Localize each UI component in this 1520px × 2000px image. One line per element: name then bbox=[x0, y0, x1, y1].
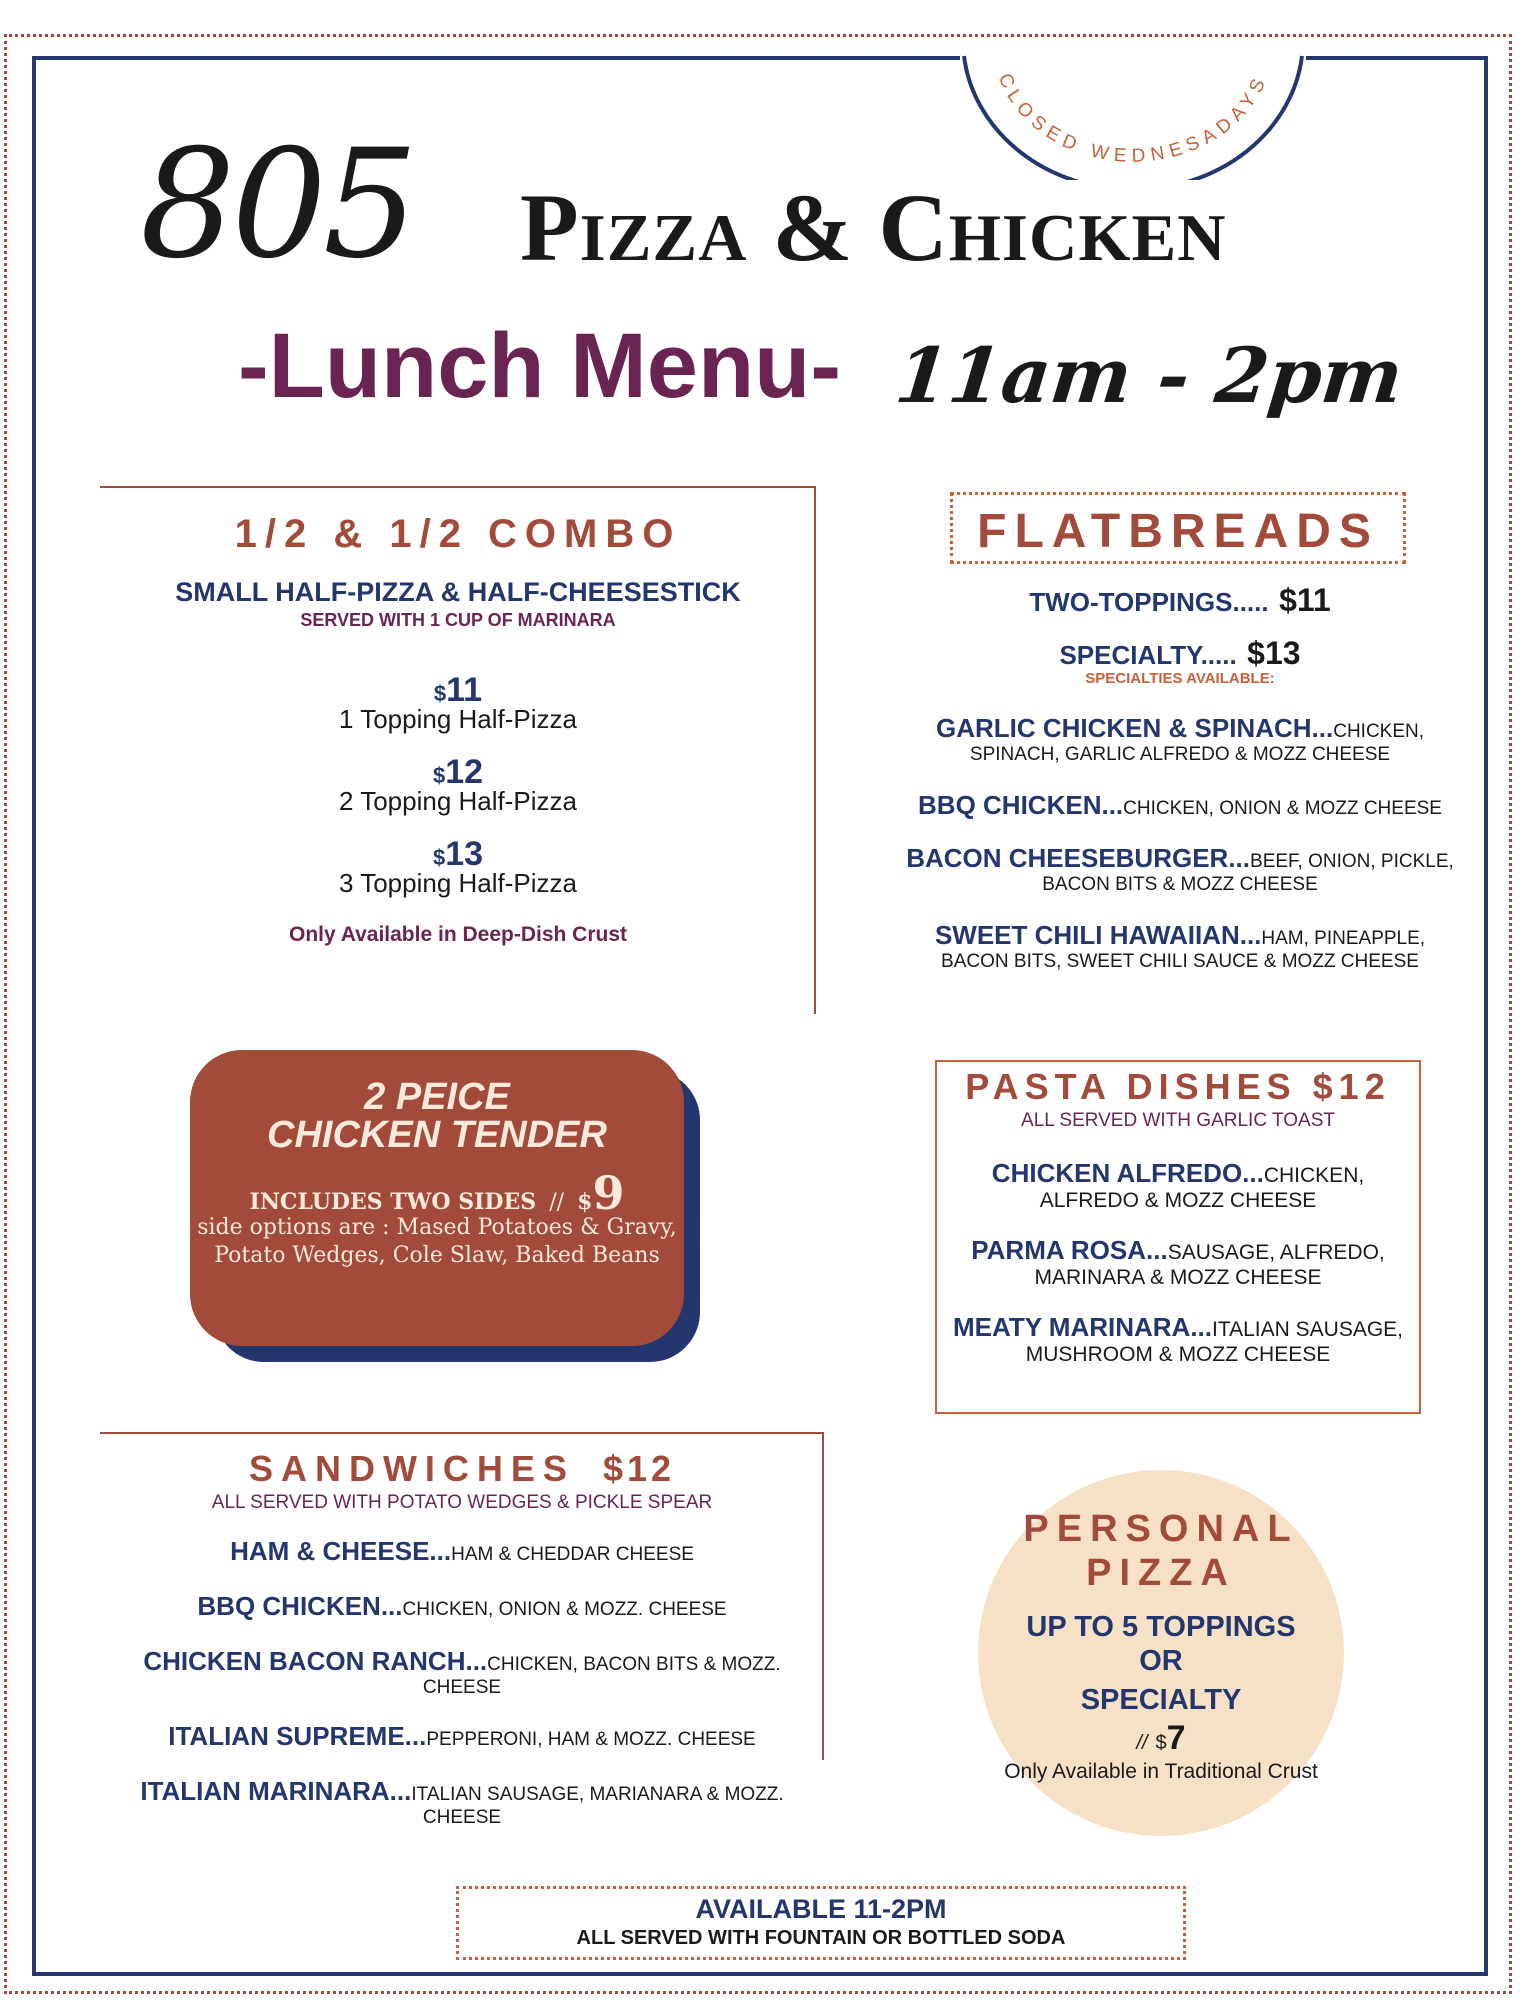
item-name: PARMA ROSA... bbox=[971, 1235, 1168, 1265]
item-name: BBQ CHICKEN... bbox=[918, 790, 1124, 820]
tender-line2: CHICKEN TENDER bbox=[267, 1114, 607, 1156]
combo-note: SERVED WITH 1 CUP OF MARINARA bbox=[300, 610, 616, 630]
availability-box bbox=[456, 1886, 1186, 1960]
currency: $ bbox=[577, 1188, 593, 1215]
currency: $ bbox=[1155, 1732, 1167, 1755]
item-desc: ALFREDO & MOZZ CHEESE bbox=[1039, 1189, 1317, 1212]
flatbread-two-toppings: TWO-TOPPINGS..... bbox=[1029, 587, 1269, 617]
item-desc: SPINACH, GARLIC ALFREDO & MOZZ CHEESE bbox=[969, 744, 1391, 765]
item-name: CHICKEN ALFREDO... bbox=[991, 1158, 1264, 1188]
combo-subtitle: SMALL HALF-PIZZA & HALF-CHEESESTICK bbox=[175, 577, 741, 607]
flatbread-specialty-price: $13 bbox=[1247, 635, 1301, 671]
menu-item bbox=[100, 1721, 824, 1752]
personal-title-2: PIZZA bbox=[1086, 1551, 1236, 1594]
item-name: BBQ CHICKEN... bbox=[197, 1591, 403, 1621]
availability-hours: AVAILABLE 11-2PM bbox=[695, 1894, 947, 1924]
item-name: MEATY MARINARA... bbox=[952, 1312, 1213, 1342]
item-name: ITALIAN SUPREME... bbox=[168, 1721, 427, 1751]
personal-line-1: UP TO 5 TOPPINGS bbox=[1026, 1611, 1296, 1644]
tender-card bbox=[190, 1050, 684, 1346]
sandwich-note: ALL SERVED WITH POTATO WEDGES & PICKLE SPEAR bbox=[211, 1492, 713, 1513]
item-desc: BACON BITS & MOZZ CHEESE bbox=[1042, 874, 1318, 895]
tender-sides-2: Potato Wedges, Cole Slaw, Baked Beans bbox=[214, 1243, 660, 1269]
item-desc: BACON BITS, SWEET CHILI SAUCE & MOZZ CHEESE bbox=[941, 951, 1419, 972]
pasta-title: PASTA DISHES $12 bbox=[965, 1066, 1391, 1107]
combo-label: 1 Topping Half-Pizza bbox=[339, 704, 577, 734]
item-desc: SAUSAGE, ALFREDO, bbox=[1167, 1241, 1385, 1264]
tender-price: 9 bbox=[592, 1165, 625, 1220]
brand-name: Pizza & Chicken bbox=[520, 174, 1227, 281]
menu-item bbox=[100, 1591, 824, 1622]
item-name: BACON CHEESEBURGER... bbox=[906, 843, 1251, 873]
item-desc: HAM & CHEDDAR CHEESE bbox=[451, 1544, 694, 1565]
tender-includes: INCLUDES TWO SIDES bbox=[249, 1188, 537, 1215]
item-desc: PEPPERONI, HAM & MOZZ. CHEESE bbox=[426, 1729, 756, 1750]
menu-item bbox=[880, 920, 1480, 973]
menu-item bbox=[880, 713, 1480, 766]
item-name: SWEET CHILI HAWAIIAN... bbox=[934, 920, 1262, 950]
sandwich-title: SANDWICHES bbox=[248, 1448, 575, 1489]
menu-hours: 11am - 2pm bbox=[891, 331, 1408, 420]
combo-label: 3 Topping Half-Pizza bbox=[339, 868, 577, 898]
closed-notice: CLOSED WEDNESADAYS bbox=[993, 70, 1273, 167]
tender-sides-1: side options are : Mased Potatoes & Gravy, bbox=[197, 1214, 677, 1240]
closed-notice-arc bbox=[960, 40, 1306, 180]
personal-footer: Only Available in Traditional Crust bbox=[1004, 1760, 1318, 1784]
combo-price: 13 bbox=[445, 835, 484, 873]
personal-line-3: SPECIALTY bbox=[1080, 1684, 1242, 1717]
combo-option: $13 3 Topping Half-Pizza bbox=[100, 835, 816, 899]
item-name: HAM & CHEESE... bbox=[230, 1536, 452, 1566]
sandwich-price: $12 bbox=[602, 1448, 676, 1489]
combo-price: 12 bbox=[445, 753, 484, 791]
separator: // bbox=[1136, 1732, 1148, 1755]
brand-number: 805 bbox=[140, 118, 415, 292]
item-desc: CHEESE bbox=[422, 1807, 502, 1828]
item-desc: CHICKEN, bbox=[1263, 1164, 1365, 1187]
item-desc: MARINARA & MOZZ CHEESE bbox=[1034, 1266, 1322, 1289]
item-desc: CHEESE bbox=[422, 1677, 502, 1698]
specialties-note: SPECIALTIES AVAILABLE: bbox=[1085, 670, 1275, 687]
tender-line1: 2 PEICE bbox=[364, 1076, 510, 1118]
item-desc: HAM, PINEAPPLE, bbox=[1261, 928, 1426, 949]
personal-line-2: OR bbox=[1139, 1644, 1183, 1677]
flatbread-specialty: SPECIALTY..... bbox=[1059, 640, 1237, 670]
item-name: GARLIC CHICKEN & SPINACH... bbox=[935, 713, 1334, 743]
menu-item bbox=[100, 1776, 824, 1829]
combo-title: 1/2 & 1/2 COMBO bbox=[234, 512, 682, 556]
menu-item bbox=[935, 1235, 1421, 1290]
item-desc: MUSHROOM & MOZZ CHEESE bbox=[1025, 1343, 1331, 1366]
menu-item bbox=[880, 843, 1480, 896]
availability-note: ALL SERVED WITH FOUNTAIN OR BOTTLED SODA bbox=[576, 1926, 1066, 1949]
menu-item bbox=[935, 1312, 1421, 1367]
menu-item bbox=[880, 790, 1480, 821]
menu-item bbox=[100, 1646, 824, 1699]
flatbread-two-toppings-price: $11 bbox=[1279, 582, 1331, 618]
menu-title: -Lunch Menu- bbox=[238, 315, 841, 417]
personal-title-1: PERSONAL bbox=[1023, 1508, 1299, 1550]
item-name: CHICKEN BACON RANCH... bbox=[143, 1646, 488, 1676]
item-desc: CHICKEN, bbox=[1333, 721, 1425, 742]
item-desc: BEEF, ONION, PICKLE, bbox=[1250, 851, 1454, 872]
combo-price: 11 bbox=[446, 671, 483, 709]
personal-price: 7 bbox=[1166, 1719, 1186, 1758]
item-desc: ITALIAN SAUSAGE, bbox=[1212, 1318, 1404, 1341]
pasta-note: ALL SERVED WITH GARLIC TOAST bbox=[1021, 1110, 1335, 1131]
separator: // bbox=[549, 1189, 565, 1215]
combo-footer: Only Available in Deep-Dish Crust bbox=[288, 923, 628, 946]
item-desc: CHICKEN, BACON BITS & MOZZ. bbox=[487, 1654, 781, 1675]
menu-item bbox=[100, 1536, 824, 1567]
combo-label: 2 Topping Half-Pizza bbox=[339, 786, 577, 816]
item-desc: ITALIAN SAUSAGE, MARIANARA & MOZZ. bbox=[411, 1784, 784, 1805]
menu-item bbox=[935, 1158, 1421, 1213]
item-name: ITALIAN MARINARA... bbox=[140, 1776, 412, 1806]
combo-option: $11 1 Topping Half-Pizza bbox=[100, 671, 816, 735]
item-desc: CHICKEN, ONION & MOZZ. CHEESE bbox=[402, 1599, 727, 1620]
flatbread-title: FLATBREADS bbox=[977, 505, 1379, 558]
combo-option: $12 2 Topping Half-Pizza bbox=[100, 753, 816, 817]
item-desc: CHICKEN, ONION & MOZZ CHEESE bbox=[1123, 798, 1442, 819]
